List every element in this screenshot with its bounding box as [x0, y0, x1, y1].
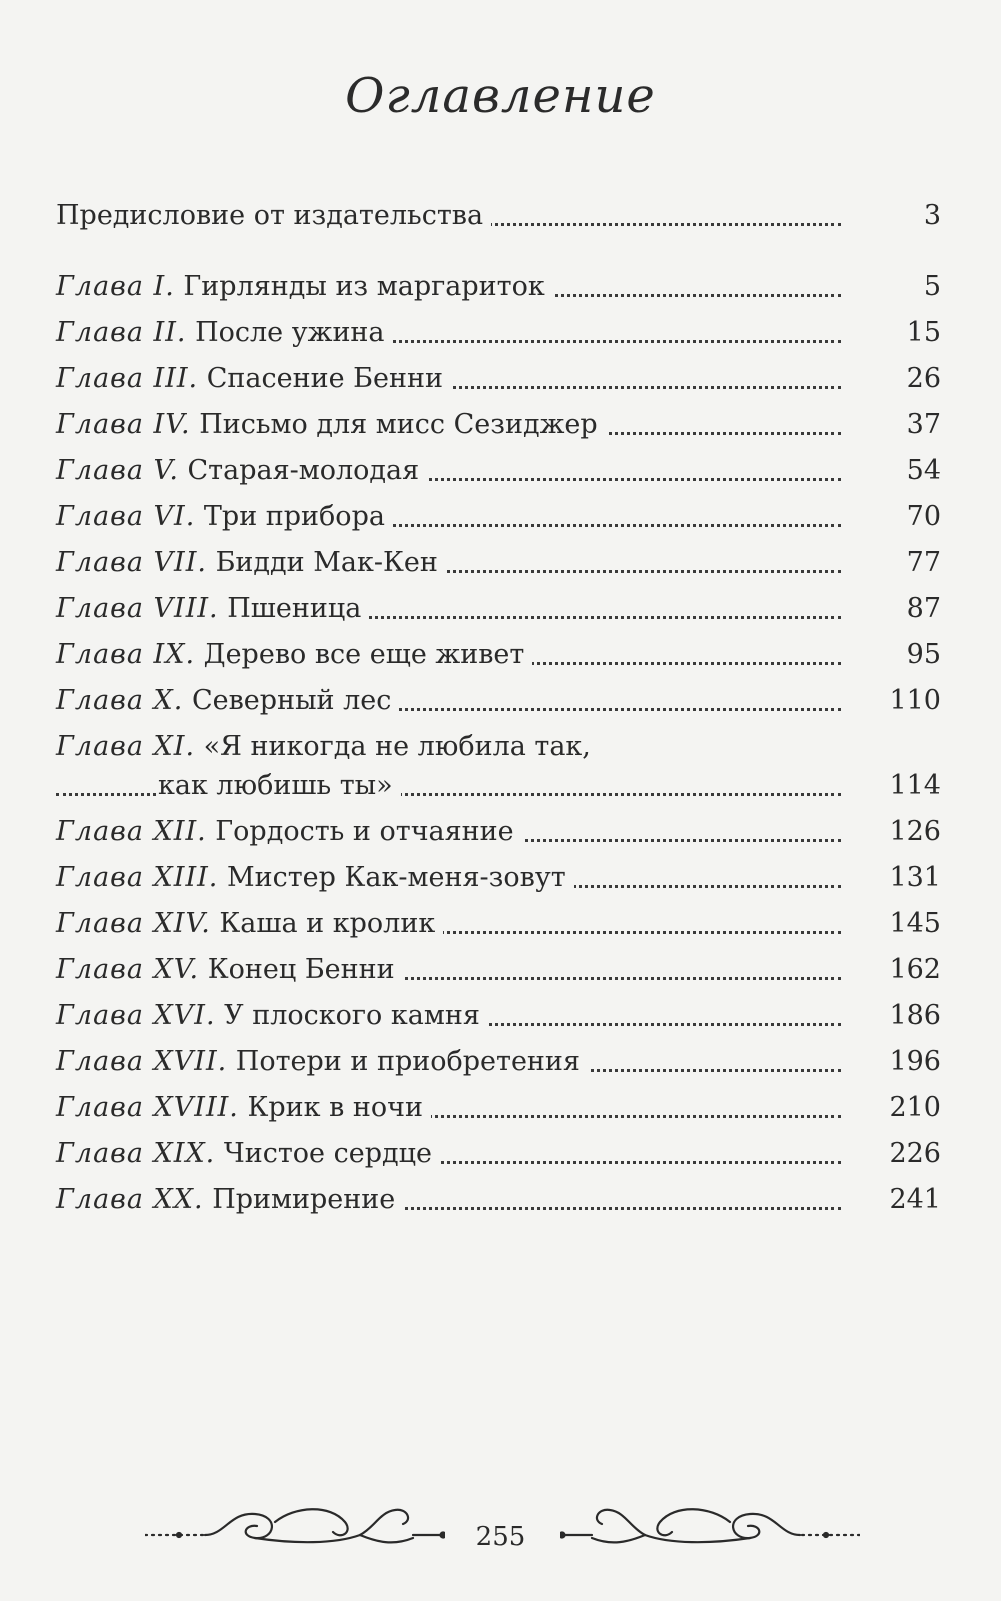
toc-page-number: 70 [906, 501, 941, 532]
toc-entry-preface [56, 196, 941, 236]
chapter-title: Каша и кролик [219, 908, 436, 939]
toc-page-number: 186 [889, 1000, 941, 1031]
toc-entry [56, 589, 941, 629]
chapter-number: Глава I. [56, 271, 175, 302]
chapter-title: Примирение [212, 1184, 396, 1215]
chapter-number: Глава VI. [56, 501, 196, 532]
chapter-title: Три прибора [203, 501, 385, 532]
toc-page-number: 210 [889, 1092, 941, 1123]
page-footer [0, 1492, 1001, 1552]
toc-entry [56, 313, 941, 353]
toc-entry [56, 359, 941, 399]
chapter-title: Конец Бенни [207, 954, 395, 985]
chapter-number: Глава VIII. [56, 593, 219, 624]
chapter-number: Глава IX. [56, 639, 196, 670]
chapter-title: Северный лес [191, 685, 392, 716]
toc-entry [56, 543, 941, 583]
toc-page-number: 26 [906, 363, 941, 394]
toc-page-number: 87 [906, 593, 941, 624]
chapter-number: Глава VII. [56, 547, 207, 578]
toc-entry [56, 727, 941, 767]
chapter-title: Гордость и отчаяние [215, 816, 514, 847]
toc-entry-label: Предисловие от издательства [56, 196, 491, 236]
chapter-title: Письмо для мисс Сезиджер [199, 409, 598, 440]
chapter-number: Глава XIV. [56, 908, 211, 939]
chapter-title-continuation: как любишь ты» [158, 766, 401, 806]
chapter-number: Глава XVIII. [56, 1092, 239, 1123]
chapter-title: Пшеница [227, 593, 362, 624]
chapter-number: Глава IV. [56, 409, 191, 440]
toc-page-number: 114 [889, 770, 941, 801]
toc-page-number: 162 [889, 954, 941, 985]
chapter-title: Дерево все еще живет [203, 639, 525, 670]
toc-page-number: 54 [906, 455, 941, 486]
chapter-number: Глава XX. [56, 1184, 204, 1215]
chapter-title: Чистое сердце [223, 1138, 432, 1169]
toc-entry [56, 996, 941, 1036]
chapter-title: Спасение Бенни [206, 363, 443, 394]
toc-page-number: 77 [906, 547, 941, 578]
toc-entry [56, 1088, 941, 1128]
toc-page-number: 226 [889, 1138, 941, 1169]
toc-page-number: 131 [889, 862, 941, 893]
toc-entry [56, 1180, 941, 1220]
toc-entry [56, 1042, 941, 1082]
toc-page-number: 5 [923, 271, 941, 302]
page-number: 255 [475, 1522, 526, 1552]
toc-entry [56, 950, 941, 990]
chapter-number: Глава XVII. [56, 1046, 228, 1077]
toc-page-number: 196 [889, 1046, 941, 1077]
chapter-number: Глава XII. [56, 816, 207, 847]
chapter-number: Глава II. [56, 317, 187, 348]
toc-entry [56, 1134, 941, 1174]
toc-page-number: 37 [906, 409, 941, 440]
toc-entry [56, 904, 941, 944]
toc-entry [56, 267, 941, 307]
chapter-title: У плоского камня [224, 1000, 480, 1031]
chapter-number: Глава XVI. [56, 1000, 216, 1031]
chapter-number: Глава XIX. [56, 1138, 216, 1169]
chapter-number: Глава XV. [56, 954, 200, 985]
toc-entry [56, 497, 941, 537]
chapter-title: После ужина [195, 317, 385, 348]
chapter-title: Крик в ночи [247, 1092, 423, 1123]
chapter-number: Глава XI. [56, 731, 196, 762]
toc-entry [56, 681, 941, 721]
toc-page-number: 110 [889, 685, 941, 716]
toc-entry [56, 635, 941, 675]
chapter-number: Глава III. [56, 363, 199, 394]
toc-page-number: 15 [906, 317, 941, 348]
chapter-title: Старая-молодая [187, 455, 420, 486]
toc-page-number: 145 [889, 908, 941, 939]
chapter-title: Бидди Мак-Кен [215, 547, 438, 578]
toc-entry [56, 451, 941, 491]
chapter-title: Гирлянды из маргариток [183, 271, 545, 302]
toc-entry [56, 405, 941, 445]
chapter-title: «Я никогда не любила так, [203, 731, 591, 762]
chapter-title: Мистер Как-меня-зовут [226, 862, 566, 893]
toc-page-number: 95 [906, 639, 941, 670]
toc-entry [56, 858, 941, 898]
ornament-right-icon [560, 1492, 860, 1552]
chapter-number: Глава XIII. [56, 862, 219, 893]
toc-entry [56, 812, 941, 852]
chapter-number: Глава V. [56, 455, 179, 486]
toc-entry-continuation [56, 766, 941, 806]
chapter-title: Потери и приобретения [235, 1046, 580, 1077]
page-title: Оглавление [345, 68, 656, 124]
toc-page-number: 126 [889, 816, 941, 847]
toc-page-number: 3 [923, 200, 941, 231]
chapter-number: Глава X. [56, 685, 184, 716]
toc-page-number: 241 [889, 1184, 941, 1215]
